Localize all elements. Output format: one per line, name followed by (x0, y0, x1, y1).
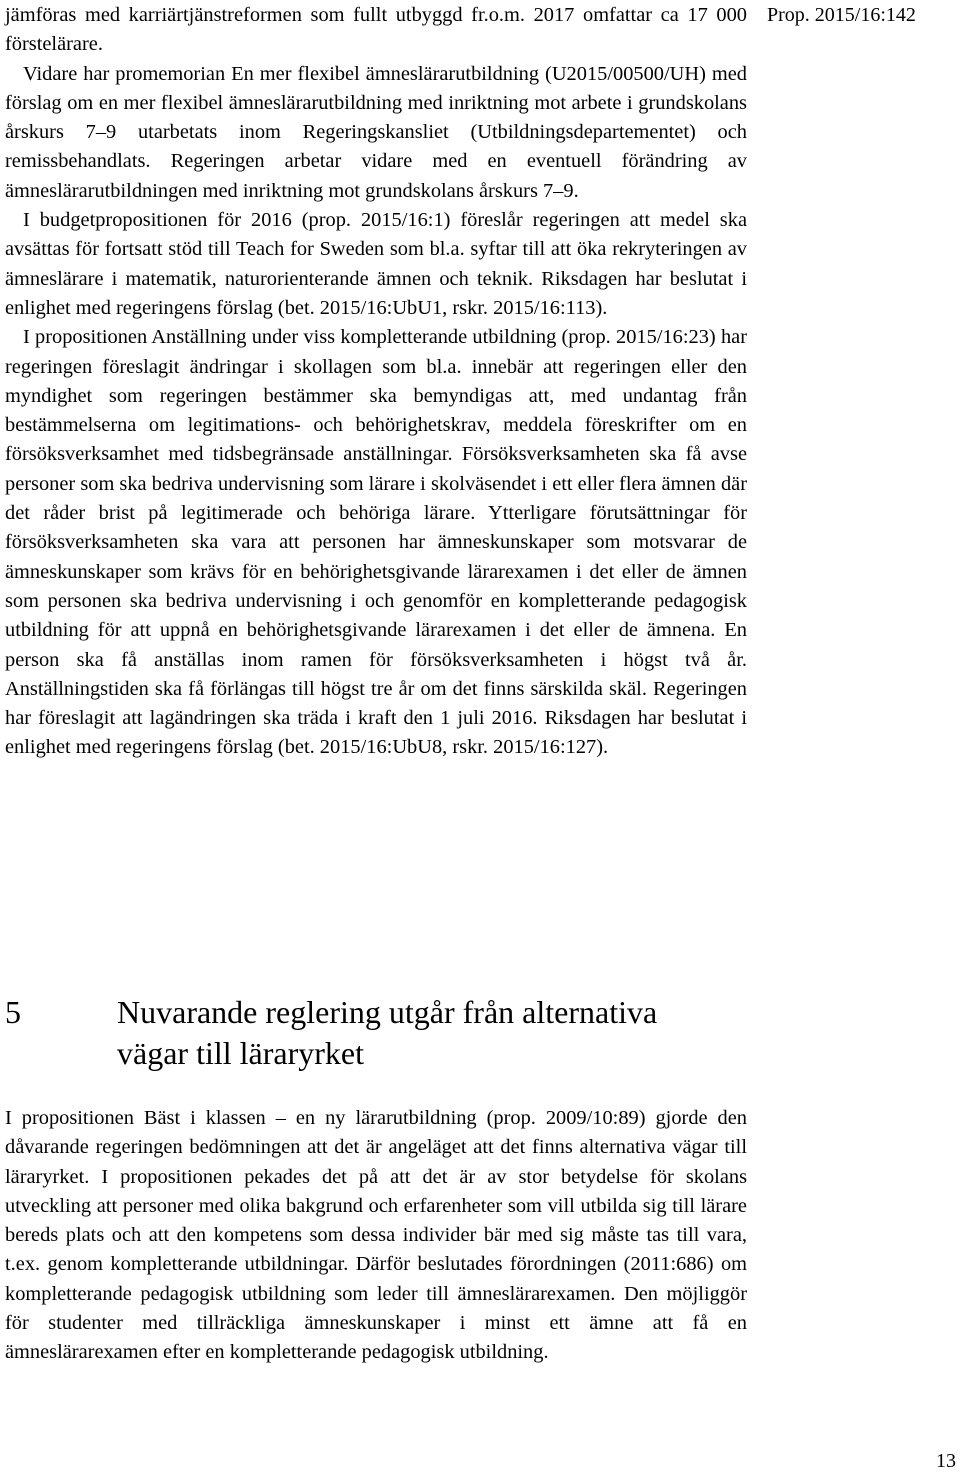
section-number: 5 (5, 994, 21, 1030)
section-title: Nuvarande reglering utgår från alternativa vägar till läraryrket (117, 994, 658, 1071)
body-text (5, 1, 747, 763)
section-body (5, 1104, 747, 1368)
paragraph-continuation: jämföras med karriärtjänstreformen som fullt utbyggd fr.o.m. 2017 omfattar ca 17 000 förstelärare. (5, 4, 747, 56)
page-number: 13 (936, 1450, 956, 1472)
paragraph-alternativa-vagar: I propositionen Bäst i klassen – en ny lärarutbildning (prop. 2009/10:89) gjorde den dåvarande regeringen bedömningen att det är angeläget att det finns alternativa vägar till läraryrket. I propositionen pekades det på att det är av stor betydelse för skolans utveckling att personer med olika bakgrund och erfarenheter som vill utbilda sig till lärare bereds plats och att den kompetens som dessa individer bär med sig måste tas till vara, t.ex. genom kompletterande utbildningar. Därför beslutades förordningen (2011:686) om kompletterande pedagogisk utbildning som leder till ämneslärarexamen. Den möjliggör för studenter med tillräckliga ämneskunskaper i minst ett ämne att få en ämneslärarexamen efter en kompletterande pedagogisk utbildning. (5, 1107, 747, 1364)
paragraph-flexibel-utbildning: Vidare har promemorian En mer flexibel ämneslärarutbildning (U2015/00500/UH) med förslag om en mer flexibel ämneslärarutbildning med inriktning mot arbete i grundskolans årskurs 7–9 utarbetats inom Regeringskansliet (Utbildningsdepartementet) och remissbehandlats. Regeringen arbetar vidare med en eventuell förändring av ämneslärarutbildningen med inriktning mot grundskolans årskurs 7–9. (5, 62, 747, 202)
paragraph-forsoksverksamhet: I propositionen Anställning under viss kompletterande utbildning (prop. 2015/16:23) har regeringen föreslagit ändringar i skollagen som bl.a. innebär att regeringen eller den myndighet som regeringen bestämmer ska bemyndigas att, med undantag från bestämmelserna om legitimations- och behörighetskrav, meddela föreskrifter om en försöksverksamhet med tidsbegränsade anställningar. Försöksverksamheten ska få avse personer som ska bedriva undervisning som lärare i skolväsendet i ett eller flera ämnen där det råder brist på legitimerade och behöriga lärare. Ytterligare förutsättningar för försöksverksamheten ska vara att personen har ämneskunskaper som motsvarar de ämneskunskaper som krävs för en behörighetsgivande lärarexamen i det eller de ämnen som personen ska bedriva undervisning i och genomför en kompletterande pedagogisk utbildning för att uppnå en behörighetsgivande lärarexamen i det eller de ämnena. En person ska få anställas inom ramen för försöksverksamheten i högst två år. Anställningstiden ska få förlängas till högst tre år om det finns särskilda skäl. Regeringen har föreslagit att lagändringen ska träda i kraft den 1 juli 2016. Riksdagen har beslutat i enlighet med regeringens förslag (bet. 2015/16:UbU8, rskr. 2015/16:127). (5, 326, 747, 759)
proposition-reference: Prop. 2015/16:142 (767, 4, 916, 26)
paragraph-budgetproposition: I budgetpropositionen för 2016 (prop. 2015/16:1) föreslår regeringen att medel ska avsättas för fortsatt stöd till Teach for Sweden som bl.a. syftar till att öka rekryteringen av ämneslärare i matematik, naturorienterande ämnen och teknik. Riksdagen har beslutat i enlighet med regeringens förslag (bet. 2015/16:UbU1, rskr. 2015/16:113). (5, 209, 747, 319)
